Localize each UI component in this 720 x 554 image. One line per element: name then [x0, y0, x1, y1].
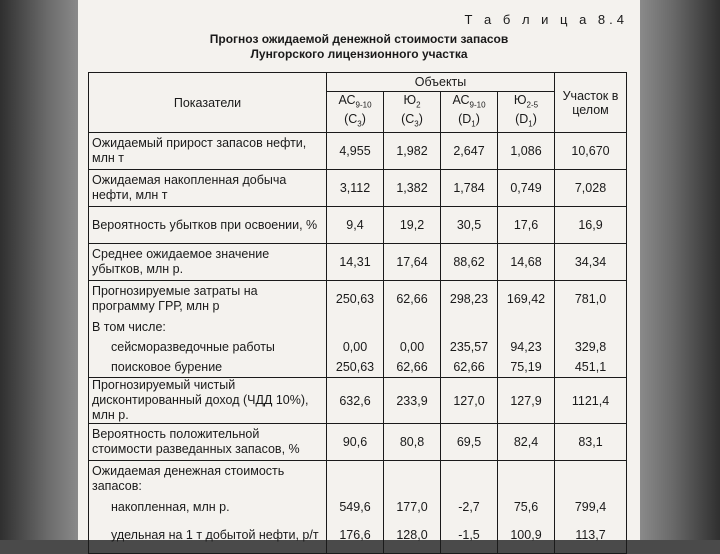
object-category-close: ) [532, 112, 537, 126]
header-object-4 [498, 92, 555, 133]
row-value: 329,8 [555, 337, 627, 357]
row-label: накопленная, млн р. [89, 497, 327, 517]
row-value: 250,63 [327, 281, 384, 318]
row-value: 69,5 [441, 424, 498, 461]
row-label: удельная на 1 т добытой нефти, р/т [89, 517, 327, 554]
row-value: 1,982 [384, 133, 441, 170]
row-value: 88,62 [441, 244, 498, 281]
row-value: 82,4 [498, 424, 555, 461]
row-value: 19,2 [384, 207, 441, 244]
row-label: Ожидаемый прирост запасов нефти, млн т [89, 133, 327, 170]
row-value: 14,31 [327, 244, 384, 281]
header-object-1 [327, 92, 384, 133]
object-category-sub: 3 [414, 119, 419, 129]
row-label: Прогнозируемые затраты на программу ГРР, млн р [89, 281, 327, 318]
row-value: 2,647 [441, 133, 498, 170]
slide-frame-right [640, 0, 720, 540]
table-row [89, 281, 627, 318]
row-value: 177,0 [384, 497, 441, 517]
object-name-sub: 9-10 [469, 100, 486, 109]
row-value: 169,42 [498, 281, 555, 318]
row-value: 10,670 [555, 133, 627, 170]
row-value [327, 317, 384, 337]
row-value: 0,00 [384, 337, 441, 357]
object-name-sub: 2 [416, 100, 421, 109]
row-value: 781,0 [555, 281, 627, 318]
table-title-line1: Прогноз ожидаемой денежной стоимости запасов [209, 32, 509, 46]
row-label: Ожидаемая накопленная добыча нефти, млн т [89, 170, 327, 207]
row-value: 94,23 [498, 337, 555, 357]
row-value: 30,5 [441, 207, 498, 244]
table-title-line2: Лунгорского лицензионного участка [250, 47, 468, 61]
row-value [384, 317, 441, 337]
row-value: 1,086 [498, 133, 555, 170]
header-indicators: Показатели [89, 73, 327, 133]
header-objects: Объекты [327, 73, 555, 92]
row-value [498, 461, 555, 498]
object-category: (D [515, 112, 529, 126]
row-value: 75,19 [498, 357, 555, 378]
table-number: Т а б л и ц а 8.4 [464, 12, 628, 27]
row-value: 799,4 [555, 497, 627, 517]
row-value: 298,23 [441, 281, 498, 318]
row-label: В том числе: [89, 317, 327, 337]
object-category: (С [401, 112, 415, 126]
table-row [89, 461, 627, 498]
table-row [89, 424, 627, 461]
slide-frame-left [0, 0, 78, 540]
table-row [89, 337, 627, 357]
row-value [555, 317, 627, 337]
object-category: (D [458, 112, 472, 126]
object-category-sub: 1 [471, 119, 476, 129]
object-category-sub: 1 [528, 119, 533, 129]
table-row [89, 378, 627, 424]
row-value: 3,112 [327, 170, 384, 207]
row-value: 127,9 [498, 378, 555, 424]
row-label: Вероятность положительной стоимости разведанных запасов, % [89, 424, 327, 461]
row-value: 62,66 [384, 281, 441, 318]
row-value: 34,34 [555, 244, 627, 281]
row-value: 83,1 [555, 424, 627, 461]
table-row [89, 170, 627, 207]
object-name: Ю [403, 92, 417, 107]
header-object-2 [384, 92, 441, 133]
row-value: 127,0 [441, 378, 498, 424]
row-label: Вероятность убытков при освоении, % [89, 207, 327, 244]
object-name: АС [452, 92, 470, 107]
table-row [89, 357, 627, 378]
row-value: 113,7 [555, 517, 627, 554]
table-row [89, 244, 627, 281]
table-row [89, 497, 627, 517]
row-value [555, 461, 627, 498]
row-value: 0,749 [498, 170, 555, 207]
row-value [441, 317, 498, 337]
object-category-close: ) [418, 112, 423, 126]
row-value: 235,57 [441, 337, 498, 357]
row-value [384, 461, 441, 498]
row-label: поисковое бурение [89, 357, 327, 378]
row-value: 7,028 [555, 170, 627, 207]
row-value [327, 461, 384, 498]
row-value: 62,66 [384, 357, 441, 378]
header-object-3 [441, 92, 498, 133]
row-value [498, 317, 555, 337]
row-value: 9,4 [327, 207, 384, 244]
row-value: 250,63 [327, 357, 384, 378]
row-label: Среднее ожидаемое значение убытков, млн р. [89, 244, 327, 281]
object-category: (С [344, 112, 358, 126]
object-category-close: ) [475, 112, 480, 126]
row-value: 451,1 [555, 357, 627, 378]
table-row [89, 317, 627, 337]
row-label: Прогнозируемый чистый дисконтированный доход (ЧДД 10%), млн р. [89, 378, 327, 424]
row-value: 75,6 [498, 497, 555, 517]
row-value [441, 461, 498, 498]
row-value: 0,00 [327, 337, 384, 357]
row-value: -2,7 [441, 497, 498, 517]
row-value: 80,8 [384, 424, 441, 461]
object-category-close: ) [361, 112, 366, 126]
table-row [89, 133, 627, 170]
row-value: -1,5 [441, 517, 498, 554]
row-value: 17,64 [384, 244, 441, 281]
object-name-sub: 9-10 [355, 100, 372, 109]
row-value: 1,382 [384, 170, 441, 207]
data-table [88, 72, 627, 554]
document-page [78, 0, 640, 540]
row-value: 1121,4 [555, 378, 627, 424]
row-value: 90,6 [327, 424, 384, 461]
row-value: 632,6 [327, 378, 384, 424]
object-name: Ю [513, 92, 527, 107]
row-value: 16,9 [555, 207, 627, 244]
row-value: 14,68 [498, 244, 555, 281]
row-value: 233,9 [384, 378, 441, 424]
row-value: 549,6 [327, 497, 384, 517]
row-value: 100,9 [498, 517, 555, 554]
object-name-sub: 2-5 [526, 100, 539, 109]
row-label: сейсморазведочные работы [89, 337, 327, 357]
row-value: 128,0 [384, 517, 441, 554]
table-row [89, 207, 627, 244]
object-category-sub: 3 [357, 119, 362, 129]
row-value: 176,6 [327, 517, 384, 554]
row-value: 62,66 [441, 357, 498, 378]
object-name: АС [338, 92, 356, 107]
row-value: 17,6 [498, 207, 555, 244]
row-label: Ожидаемая денежная стоимость запасов: [89, 461, 327, 498]
header-total: Участок в целом [555, 73, 627, 133]
row-value: 1,784 [441, 170, 498, 207]
row-value: 4,955 [327, 133, 384, 170]
table-row [89, 517, 627, 554]
